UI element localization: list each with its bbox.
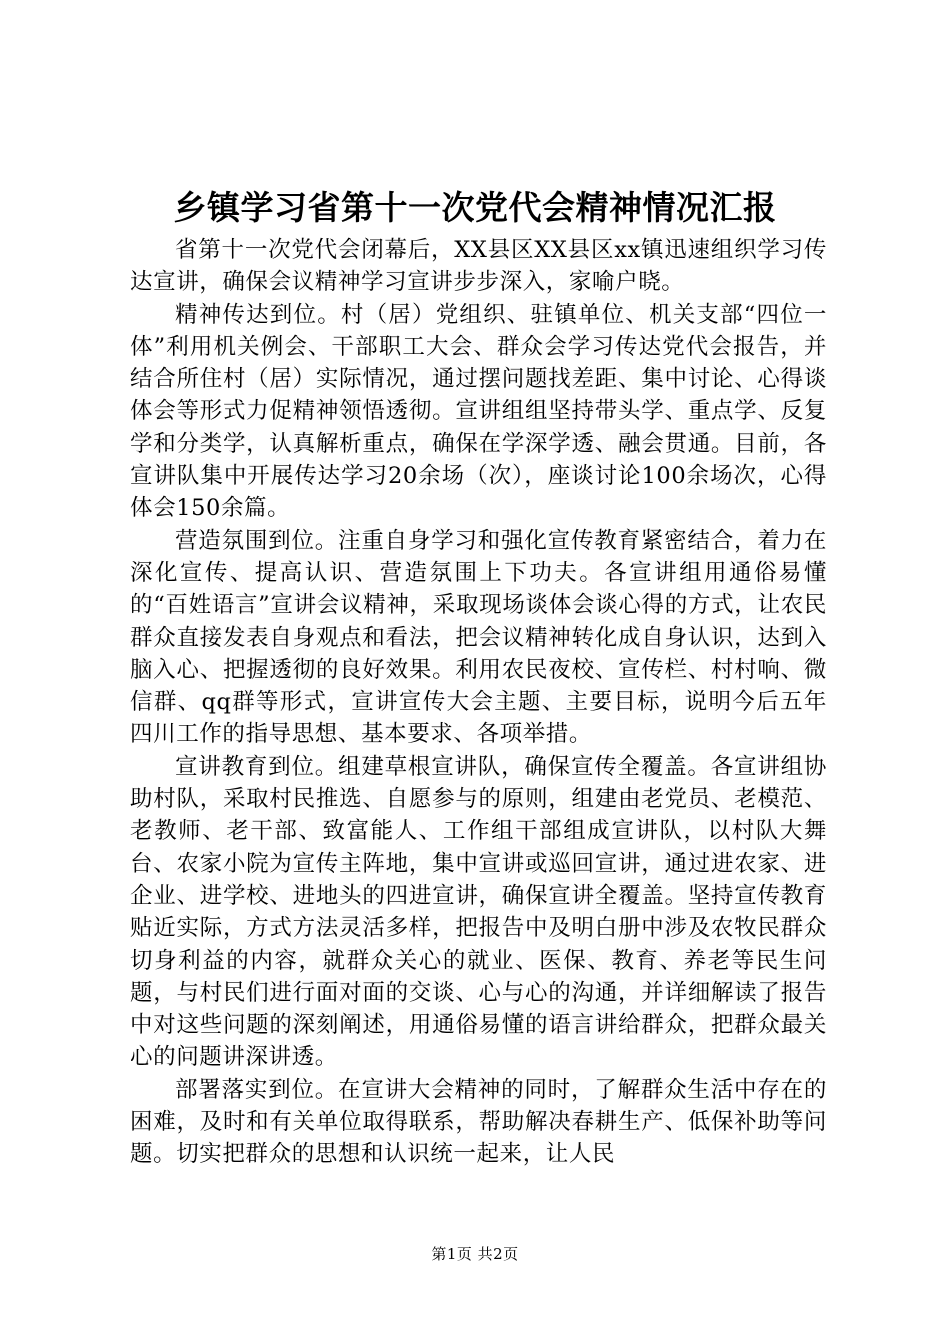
paragraph-atmosphere: 营造氛围到位。注重自身学习和强化宣传教育紧密结合，着力在深化宣传、提高认识、营造氛围上下功夫。各宣讲组用通俗易懂的“百姓语言”宣讲会议精神，采取现场谈体会谈心得的方式，让农民群众直接发表自身观点和看法，把会议精神转化成自身认识，达到入脑入心、把握透彻的良好效果。利用农民夜校、宣传栏、村村响、微信群、qq群等形式，宣讲宣传大会主题、主要目标，说明今后五年四川工作的指导思想、基本要求、各项举措。 — [130, 527, 827, 748]
paragraph-spirit-conveyed: 精神传达到位。村（居）党组织、驻镇单位、机关支部“四位一体”利用机关例会、干部职工大会、群众会学习传达党代会报告，并结合所住村（居）实际情况，通过摆问题找差距、集中讨论、心得谈体会等形式力促精神领悟透彻。宣讲组组坚持带头学、重点学、反复学和分类学，认真解析重点，确保在学深学透、融会贯通。目前，各宣讲队集中开展传达学习20余场（次），座谈讨论100余场次，心得体会150余篇。 — [130, 301, 827, 522]
document-body — [130, 234, 827, 1171]
paragraph-publicity-education: 宣讲教育到位。组建草根宣讲队，确保宣传全覆盖。各宣讲组协助村队，采取村民推选、自愿参与的原则，组建由老党员、老模范、老教师、老干部、致富能人、工作组干部组成宣讲队，以村队大舞台、农家小院为宣传主阵地，集中宣讲或巡回宣讲，通过进农家、进企业、进学校、进地头的四进宣讲，确保宣讲全覆盖。坚持宣传教育贴近实际，方式方法灵活多样，把报告中及明白册中涉及农牧民群众切身利益的内容，就群众关心的就业、医保、教育、养老等民生问题，与村民们进行面对面的交谈、心与心的沟通，并详细解读了报告中对这些问题的深刻阐述，用通俗易懂的语言讲给群众，把群众最关心的问题讲深讲透。 — [130, 753, 827, 1071]
page-number-footer: 第1页 共2页 — [431, 1245, 519, 1263]
document-title: 乡镇学习省第十一次党代会精神情况汇报 — [173, 188, 777, 227]
paragraph-implementation: 部署落实到位。在宣讲大会精神的同时，了解群众生活中存在的困难，及时和有关单位取得联系，帮助解决春耕生产、低保补助等问题。切实把群众的思想和认识统一起来，让人民 — [130, 1076, 827, 1168]
paragraph-intro: 省第十一次党代会闭幕后，XX县区XX县区xx镇迅速组织学习传达宣讲，确保会议精神学习宣讲步步深入，家喻户晓。 — [130, 237, 827, 296]
